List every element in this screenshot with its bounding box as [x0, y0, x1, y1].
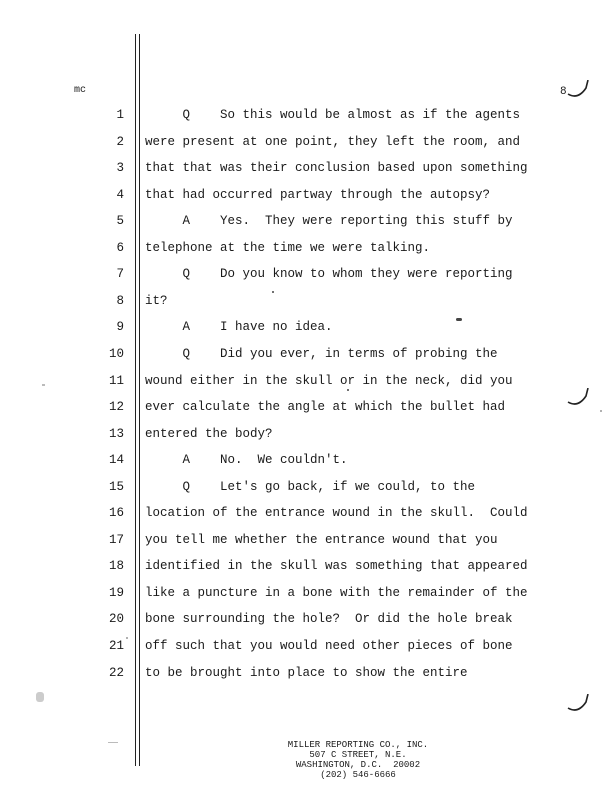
line-number: 10: [108, 346, 124, 361]
footer-street: 507 C STREET, N.E.: [309, 750, 407, 760]
line-text: were present at one point, they left the room, and: [145, 134, 521, 149]
transcript-line: [0, 666, 612, 686]
line-text: you tell me whether the entrance wound that you: [145, 532, 498, 547]
line-number: 12: [108, 400, 124, 415]
line-text: it?: [145, 293, 168, 308]
transcript-line: [0, 161, 612, 181]
line-number: 14: [108, 453, 124, 468]
line-text: Q Did you ever, in terms of probing the: [145, 346, 498, 361]
transcript-line: [0, 586, 612, 606]
line-text: A I have no idea.: [145, 320, 333, 335]
page-curl-mark-top: [566, 80, 590, 100]
line-text: ever calculate the angle at which the bullet had: [145, 400, 506, 415]
line-number: 5: [116, 214, 124, 229]
line-number: 17: [108, 532, 124, 547]
line-number: 19: [108, 585, 124, 600]
line-number: 15: [108, 479, 124, 494]
transcript-line: [0, 135, 612, 155]
line-number: 7: [116, 267, 124, 282]
transcript-line: [0, 374, 612, 394]
transcript-line: [0, 559, 612, 579]
line-number: 8: [116, 293, 124, 308]
line-text: that had occurred partway through the autopsy?: [145, 187, 491, 202]
transcript-line: [0, 108, 612, 128]
line-text: off such that you would need other pieces of bone: [145, 639, 513, 653]
transcript-line: [0, 188, 612, 208]
line-text: bone surrounding the hole? Or did the hole break: [145, 612, 513, 627]
footer-company: MILLER REPORTING CO., INC.: [287, 740, 429, 750]
line-number: 13: [108, 426, 124, 441]
footer-city: WASHINGTON, D.C. 20002: [295, 760, 421, 770]
transcript-line: [0, 639, 612, 659]
page-number: 8: [560, 86, 567, 98]
transcript-line: [0, 400, 612, 420]
scan-speck: [600, 410, 602, 412]
line-number: 22: [108, 665, 124, 680]
transcript-line: [0, 533, 612, 553]
line-number: 2: [116, 134, 124, 149]
scan-speck: [108, 742, 118, 743]
scan-speck: [126, 637, 128, 639]
line-number: 20: [108, 612, 124, 627]
line-number: 6: [116, 240, 124, 255]
line-text: identified in the skull was something that appeared: [145, 559, 528, 574]
line-text: to be brought into place to show the entire: [145, 665, 468, 680]
scan-speck: [36, 692, 44, 702]
transcript-line: [0, 453, 612, 473]
footer-phone: (202) 546-6666: [320, 770, 396, 780]
line-text: A No. We couldn't.: [145, 453, 348, 468]
line-text: entered the body?: [145, 426, 273, 441]
line-number: 4: [116, 187, 124, 202]
line-text: Q Do you know to whom they were reporting: [145, 267, 513, 282]
line-text: Q So this would be almost as if the agents: [145, 108, 521, 122]
page-curl-mark-bottom: [566, 694, 590, 716]
line-number: 9: [116, 320, 124, 335]
transcript-line: [0, 294, 612, 314]
transcript-line: [0, 347, 612, 367]
scan-speck: [347, 389, 349, 391]
line-number: 21: [108, 639, 124, 653]
scan-speck: [42, 384, 45, 386]
line-number: 1: [116, 108, 124, 122]
line-text: that that was their conclusion based upon something: [145, 161, 528, 176]
line-text: location of the entrance wound in the skull. Could: [145, 506, 528, 521]
line-text: like a puncture in a bone with the remainder of the: [145, 585, 528, 600]
transcript-line: [0, 320, 612, 340]
scan-speck: [456, 318, 462, 321]
transcript-line: [0, 214, 612, 234]
line-number: 3: [116, 161, 124, 176]
line-text: A Yes. They were reporting this stuff by: [145, 214, 513, 229]
reporter-initials: mc: [74, 85, 87, 96]
reporter-footer: [240, 740, 476, 780]
line-text: wound either in the skull or in the neck, did you: [145, 373, 513, 388]
transcript-line: [0, 612, 612, 632]
transcript-line: [0, 241, 612, 261]
line-text: telephone at the time we were talking.: [145, 240, 431, 255]
line-number: 16: [108, 506, 124, 521]
scan-speck: [272, 291, 274, 293]
transcript-line: [0, 506, 612, 526]
transcript-line: [0, 480, 612, 500]
transcript-line: [0, 427, 612, 447]
line-number: 11: [108, 373, 124, 388]
line-number: 18: [108, 559, 124, 574]
transcript-line: [0, 267, 612, 287]
line-text: Q Let's go back, if we could, to the: [145, 479, 476, 494]
